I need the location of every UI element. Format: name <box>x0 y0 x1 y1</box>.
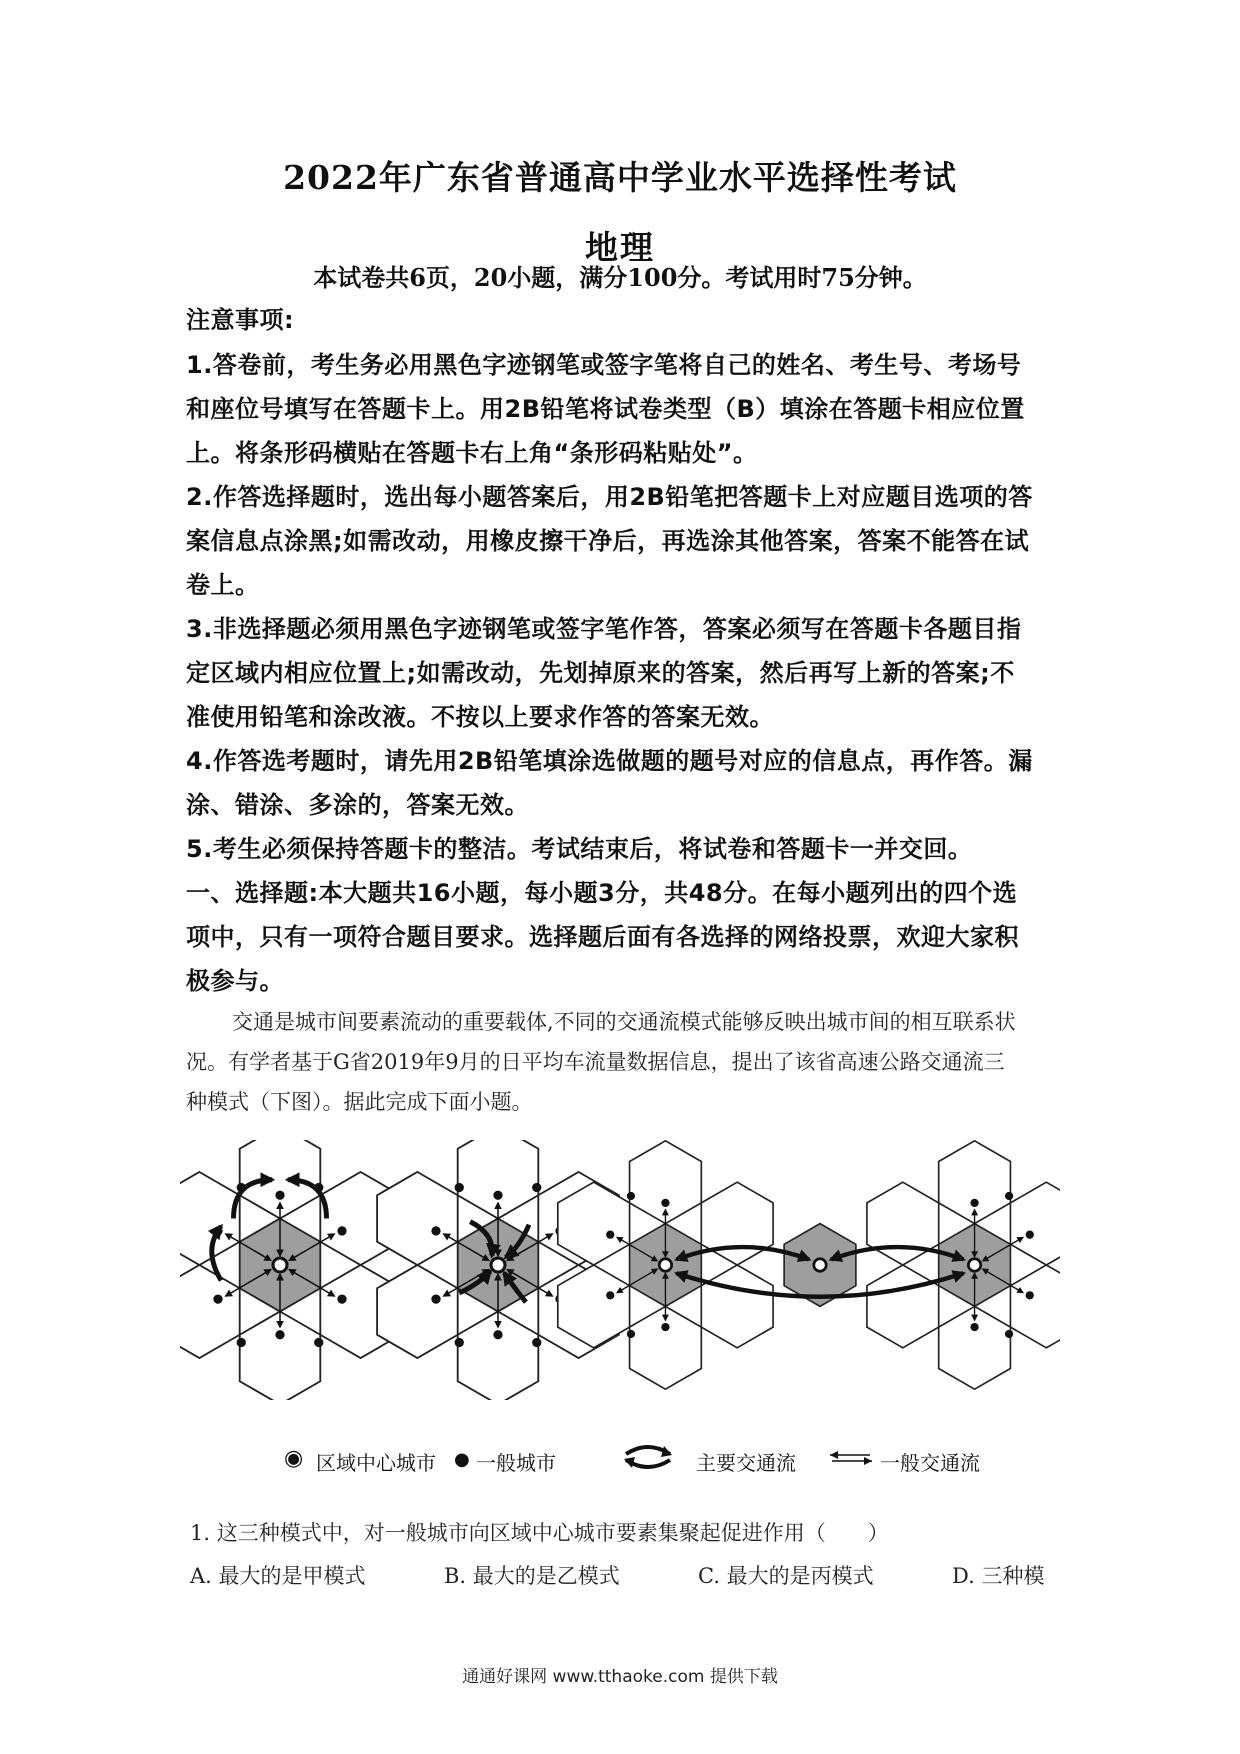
subject-title: 地理 <box>585 228 655 267</box>
question-1-stem: 1. 这三种模式中，对一般城市向区域中心城市要素集聚起促进作用（ ） <box>190 1521 889 1545</box>
notice-line: 卷上。 <box>186 571 260 599</box>
question-1-option-d: D. 三种模 <box>952 1564 1045 1588</box>
exam-info: 本试卷共6页，20小题，满分100分。考试用时75分钟。 <box>313 263 927 292</box>
section-line: 一、选择题:本大题共16小题，每小题3分，共48分。在每小题列出的四个选 <box>186 879 1018 907</box>
legend-general-city: 一般城市 <box>476 1451 556 1475</box>
model-3-diagram <box>558 1141 1060 1389</box>
legend-general-flow: 一般交通流 <box>880 1451 980 1475</box>
legend-main-flow: 主要交通流 <box>696 1451 796 1475</box>
exam-title: 2022年广东省普通高中学业水平选择性考试 <box>283 158 957 197</box>
main-flow-symbol-icon <box>620 1440 676 1474</box>
model-1-diagram <box>180 1140 401 1400</box>
notice-line: 上。将条形码横贴在答题卡右上角“条形码粘贴处”。 <box>186 439 758 467</box>
passage-line: 况。有学者基于G省2019年9月的日平均车流量数据信息，提出了该省高速公路交通流三 <box>186 1050 1005 1074</box>
center-city-symbol-icon: ◉ <box>284 1446 304 1471</box>
page-footer: 通通好课网 www.tthaoke.com 提供下载 <box>462 1667 778 1687</box>
notice-line: 1.答卷前，考生务必用黑色字迹钢笔或签字笔将自己的姓名、考生号、考场号 <box>186 351 1022 379</box>
section-line: 极参与。 <box>186 967 284 995</box>
notice-line: 和座位号填写在答题卡上。用2B铅笔将试卷类型（B）填涂在答题卡相应位置 <box>186 395 1025 423</box>
question-1-option-a: A. 最大的是甲模式 <box>190 1564 366 1588</box>
question-1-option-c: C. 最大的是丙模式 <box>698 1564 874 1588</box>
notice-line: 案信息点涂黑;如需改动，用橡皮擦干净后，再选涂其他答案，答案不能答在试 <box>186 527 1030 555</box>
passage-line: 交通是城市间要素流动的重要载体,不同的交通流模式能够反映出城市间的相互联系状 <box>232 1010 1016 1034</box>
right-cluster <box>867 1141 1060 1389</box>
notice-line: 涂、错涂、多涂的，答案无效。 <box>186 791 529 819</box>
legend-center-city: 区域中心城市 <box>316 1451 436 1475</box>
notice-line: 4.作答选考题时，请先用2B铅笔填涂选做题的题号对应的信息点，再作答。漏 <box>186 747 1033 775</box>
model-2-diagram <box>377 1140 619 1400</box>
notice-heading: 注意事项: <box>186 306 295 334</box>
notice-line: 准使用铅笔和涂改液。不按以上要求作答的答案无效。 <box>186 703 774 731</box>
notice-line: 定区域内相应位置上;如需改动，先划掉原来的答案，然后再写上新的答案;不 <box>186 659 1015 687</box>
general-flow-symbol-icon <box>826 1448 876 1468</box>
question-1-option-b: B. 最大的是乙模式 <box>444 1564 620 1588</box>
passage-line: 种模式（下图）。据此完成下面小题。 <box>186 1090 533 1114</box>
general-city-symbol-icon: ● <box>454 1449 470 1470</box>
traffic-flow-figure <box>180 1140 1060 1400</box>
section-line: 项中，只有一项符合题目要求。选择题后面有各选择的网络投票，欢迎大家积 <box>186 923 1019 951</box>
notice-line: 5.考生必须保持答题卡的整洁。考试结束后，将试卷和答题卡一并交回。 <box>186 835 973 863</box>
notice-line: 2.作答选择题时，选出每小题答案后，用2B铅笔把答题卡上对应题目选项的答 <box>186 483 1033 511</box>
notice-line: 3.非选择题必须用黑色字迹钢笔或签字笔作答，答案必须写在答题卡各题目指 <box>186 615 1022 643</box>
